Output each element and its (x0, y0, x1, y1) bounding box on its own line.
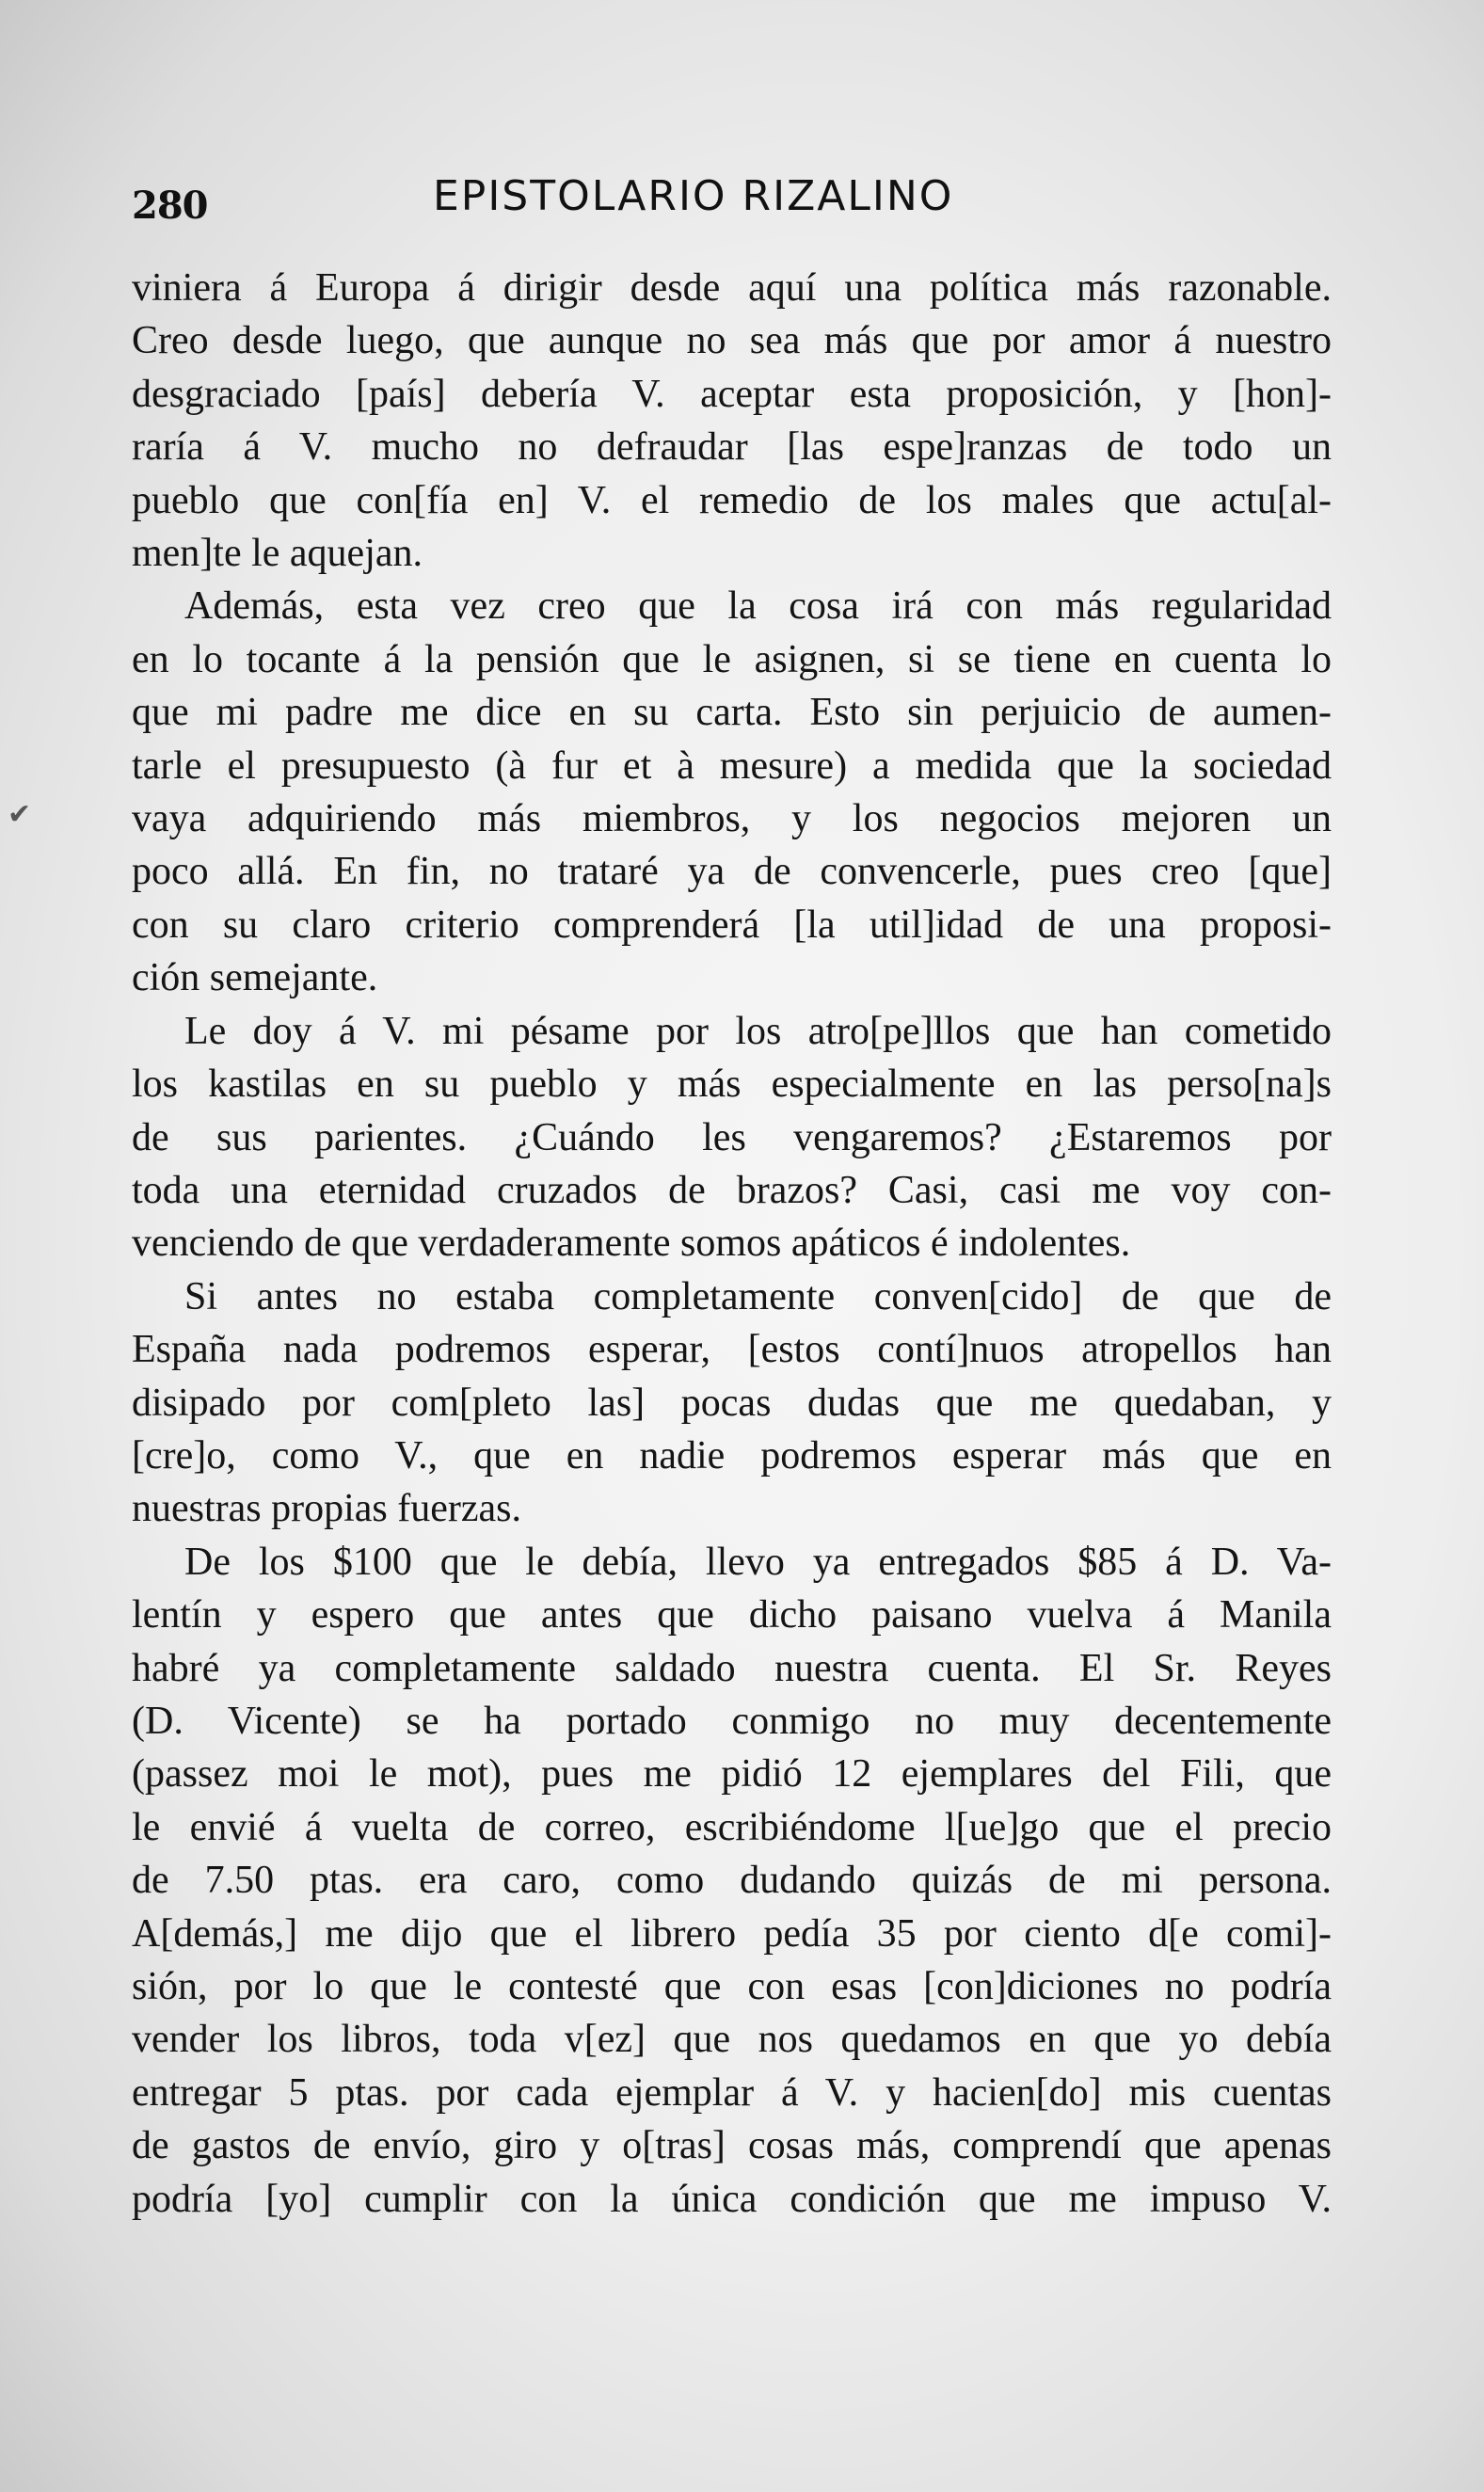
text-line: de sus parientes. ¿Cuándo les vengaremos? ¿Estaremos por (132, 1115, 1332, 1159)
text-line: sión, por lo que le contesté que con esas [con]diciones no podría (132, 1965, 1332, 2008)
paragraph-4 (132, 1270, 1332, 1536)
text-line: Le doy á V. mi pésame por los atro[pe]llos que han cometido (184, 1009, 1332, 1053)
running-title: EPISTOLARIO RIZALINO (433, 172, 954, 220)
text-line: viniera á Europa á dirigir desde aquí una política más razonable. (132, 266, 1332, 310)
text-line: raría á V. mucho no defraudar [las espe]ranzas de todo un (132, 425, 1332, 470)
text-line: De los $100 que le debía, llevo ya entregados $85 á D. Va- (184, 1540, 1332, 1584)
text-line: (passez moi le mot), pues me pidió 12 ejemplares del Fili, que (132, 1752, 1332, 1797)
text-line: tarle el presupuesto (à fur et à mesure) a medida que la sociedad (132, 743, 1332, 788)
text-line: ción semejante. (132, 956, 378, 1000)
text-line: A[demás,] me dijo que el librero pedía 35 por ciento d[e comi]- (132, 1911, 1332, 1956)
margin-check-mark: ✔ (8, 798, 32, 831)
text-line: lentín y espero que antes que dicho paisano vuelva á Manila (132, 1593, 1332, 1637)
text-line: Creo desde luego, que aunque no sea más que por amor á nuestro (132, 319, 1332, 363)
text-line: con su claro criterio comprenderá [la util]idad de una proposi- (132, 903, 1332, 947)
text-line: le envié á vuelta de correo, escribiéndome l[ue]go que el precio (132, 1805, 1332, 1849)
paragraph-5 (132, 1536, 1332, 2226)
text-line: en lo tocante á la pensión que le asignen, si se tiene en cuenta lo (132, 637, 1332, 681)
text-line: podría [yo] cumplir con la única condición que me impuso V. (132, 2177, 1332, 2221)
text-line: venciendo de que verdaderamente somos apáticos é indolentes. (132, 1222, 1131, 1266)
text-line: [cre]o, como V., que en nadie podremos esperar más que en (132, 1433, 1332, 1478)
paragraph-2 (132, 580, 1332, 1004)
page-number: 280 (132, 184, 208, 228)
text-line: de 7.50 ptas. era caro, como dudando quizás de mi persona. (132, 1859, 1332, 1903)
page-header (132, 165, 1355, 231)
paragraph-1 (132, 262, 1332, 580)
text-line: Si antes no estaba completamente conven[cido] de que de (184, 1274, 1332, 1318)
text-line: los kastilas en su pueblo y más especialmente en las perso[na]s (132, 1062, 1332, 1107)
text-line: entregar 5 ptas. por cada ejemplar á V. y hacien[do] mis cuentas (132, 2070, 1332, 2115)
text-line: poco allá. En fin, no trataré ya de convencerle, pues creo [que] (132, 850, 1332, 894)
text-line: de gastos de envío, giro y o[tras] cosas más, comprendí que apenas (132, 2124, 1332, 2168)
text-line: desgraciado [país] debería V. aceptar esta proposición, y [hon]- (132, 372, 1332, 416)
paragraph-3 (132, 1005, 1332, 1270)
text-line: (D. Vicente) se ha portado conmigo no muy decentemente (132, 1699, 1332, 1743)
text-line: vaya adquiriendo más miembros, y los negocios mejoren un (132, 797, 1332, 841)
text-line: nuestras propias fuerzas. (132, 1487, 522, 1531)
text-line: habré ya completamente saldado nuestra cuenta. El Sr. Reyes (132, 1646, 1332, 1690)
text-line: disipado por com[pleto las] pocas dudas que me quedaban, y (132, 1381, 1332, 1425)
text-line: toda una eternidad cruzados de brazos? Casi, casi me voy con- (132, 1168, 1332, 1212)
text-line: men]te le aquejan. (132, 532, 423, 576)
text-line: que mi padre me dice en su carta. Esto sin perjuicio de aumen- (132, 691, 1332, 735)
text-line: pueblo que con[fía en] V. el remedio de los males que actu[al- (132, 478, 1332, 522)
text-line: Además, esta vez creo que la cosa irá con más regularidad (184, 584, 1332, 629)
letter-body (132, 262, 1332, 2226)
text-line: España nada podremos esperar, [estos contí]nuos atropellos han (132, 1328, 1332, 1372)
text-line: vender los libros, toda v[ez] que nos quedamos en que yo debía (132, 2018, 1332, 2062)
